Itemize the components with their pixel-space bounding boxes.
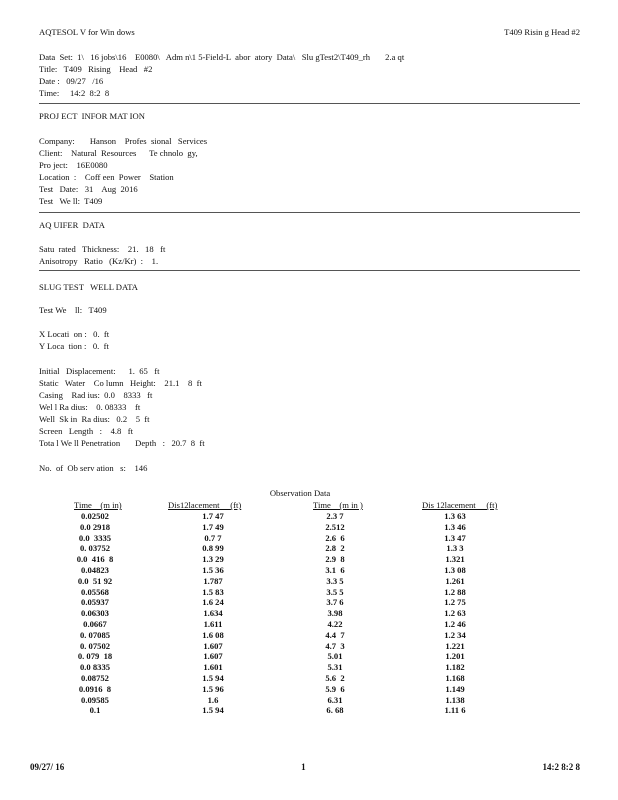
- app-title: AQTESOL V for Win dows: [39, 27, 135, 37]
- table-cell: 0. 07085: [79, 629, 111, 640]
- project-line: Test Date: 31 Aug 2016: [39, 184, 138, 194]
- table-cell: 2.8 2: [325, 543, 345, 554]
- table-cell: 1.11 6: [444, 705, 466, 716]
- table-cell: 1.3 46: [444, 521, 466, 532]
- table-cell: 3.1 6: [325, 564, 345, 575]
- col-header-disp-2: Dis 12lacement (ft): [422, 500, 498, 510]
- table-cell: 0. 07502: [79, 640, 111, 651]
- data-set-line: Data Set: 1\ 16 jobs\16 E0080\ Adm n\1 5-Field-L abor atory Data\ Slu gTest2\T409_rh 2.a qt: [39, 52, 405, 62]
- file-info: [39, 52, 404, 100]
- table-cell: 1.634: [203, 608, 223, 619]
- table-cell: 0.02502: [81, 511, 109, 521]
- param-line: Wel l Ra dius: 0. 08333 ft: [39, 402, 141, 412]
- table-cell: 1.6 24: [202, 597, 224, 608]
- project-line: Test We ll: T409: [39, 196, 103, 206]
- test-well-line: Test We ll: T409: [39, 305, 107, 315]
- param-line: Static Water Co lumn Height: 21.1 8 ft: [39, 378, 202, 388]
- project-line: Company: Hanson Profes sional Services: [39, 136, 208, 146]
- table-cell: 0.04823: [81, 564, 109, 575]
- table-cell: 0.05568: [81, 586, 109, 597]
- table-cell: 0.0 2918: [79, 521, 111, 532]
- table-cell: 1.3 08: [444, 564, 466, 575]
- col-header-disp-1: Dis12lacement (ft): [168, 500, 242, 510]
- time-line: Time: 14:2 8:2 8: [39, 88, 110, 98]
- table-cell: 1.221: [445, 640, 465, 651]
- table-cell: 1.5 83: [202, 586, 224, 597]
- table-cell: 0.0 8335: [79, 662, 111, 673]
- table-cell: 0.0916 8: [78, 683, 112, 694]
- table-cell: 4.7 3: [325, 640, 345, 651]
- table-cell: 1.611: [203, 618, 223, 629]
- aquifer-line: Anisotropy Ratio (Kz/Kr) : 1.: [39, 256, 159, 266]
- title-line: Title: T409 Rising Head #2: [39, 64, 153, 74]
- well-parameters: [39, 366, 205, 450]
- table-cell: 0.1: [89, 705, 101, 716]
- table-cell: 1.5 96: [202, 683, 224, 694]
- table-cell: 2.512: [325, 521, 345, 532]
- table-cell: 4.22: [327, 618, 343, 629]
- table-cell: 1.3 63: [444, 511, 466, 521]
- table-cell: 1.7 49: [202, 521, 224, 532]
- footer-date: 09/27/ 16: [30, 762, 65, 772]
- observation-count: No. of Ob serv ation s: 146: [39, 463, 148, 473]
- table-cell: 2.3 7: [326, 511, 344, 521]
- page-number: 1: [301, 762, 306, 772]
- col-header-time-1: Time (m in): [74, 500, 122, 510]
- table-cell: 0.05937: [81, 597, 109, 608]
- table-cell: 0. 03752: [79, 543, 111, 554]
- param-line: Casing Rad ius: 0.0 8333 ft: [39, 390, 153, 400]
- time-column-1: [60, 511, 130, 716]
- table-cell: 1.321: [445, 554, 465, 565]
- table-cell: 1.6: [207, 694, 219, 705]
- table-cell: 0.09585: [81, 694, 109, 705]
- time-column-2: [300, 511, 370, 716]
- table-cell: 0.06303: [81, 608, 109, 619]
- table-cell: 1.3 47: [444, 532, 466, 543]
- aquifer-info: [39, 244, 165, 268]
- project-line: Location : Coff een Power Station: [39, 172, 174, 182]
- table-cell: 1.2 75: [444, 597, 466, 608]
- table-cell: 0. 079 18: [77, 651, 113, 662]
- table-cell: 1.2 63: [444, 608, 466, 619]
- table-cell: 1.3 3: [446, 543, 464, 554]
- table-cell: 1.5 94: [202, 705, 224, 716]
- table-cell: 1.7 47: [202, 511, 224, 521]
- table-cell: 1.5 36: [202, 564, 224, 575]
- location-line: Y Loca tion : 0. ft: [39, 341, 109, 351]
- table-cell: 3.98: [327, 608, 343, 619]
- table-cell: 5.6 2: [325, 672, 345, 683]
- param-line: Well Sk in Ra dius: 0.2 5 ft: [39, 414, 150, 424]
- table-cell: 5.01: [327, 651, 343, 662]
- table-cell: 1.2 88: [444, 586, 466, 597]
- param-line: Initial Displacement: 1. 65 ft: [39, 366, 160, 376]
- param-line: Tota l We ll Penetration Depth : 20.7 8 ft: [39, 438, 205, 448]
- table-cell: 5.31: [327, 662, 343, 673]
- project-heading: PROJ ECT INFOR MAT ION: [39, 111, 145, 121]
- project-line: Client: Natural Resources Te chnolo gy,: [39, 148, 198, 158]
- table-cell: 1.149: [445, 683, 465, 694]
- table-cell: 1.138: [445, 694, 465, 705]
- location-line: X Locati on : 0. ft: [39, 329, 110, 339]
- table-cell: 1.2 34: [444, 629, 466, 640]
- table-cell: 1.607: [203, 651, 223, 662]
- page-header: [39, 27, 580, 37]
- table-cell: 0.8 99: [202, 543, 224, 554]
- table-cell: 1.5 94: [202, 672, 224, 683]
- table-cell: 0.0667: [83, 618, 107, 629]
- table-cell: 3.3 5: [326, 575, 344, 586]
- table-cell: 6. 68: [326, 705, 344, 716]
- table-cell: 4.4 7: [325, 629, 345, 640]
- table-cell: 1.2 46: [444, 618, 466, 629]
- table-cell: 0.0 3335: [78, 532, 112, 543]
- observation-title: Observation Data: [269, 488, 331, 498]
- well-location: [39, 329, 109, 353]
- divider: [39, 103, 580, 104]
- test-title: T409 Risin g Head #2: [504, 27, 580, 37]
- table-cell: 1.601: [203, 662, 223, 673]
- footer-time: 14:2 8:2 8: [542, 762, 580, 772]
- table-cell: 1.168: [445, 672, 465, 683]
- table-cell: 6.31: [327, 694, 343, 705]
- aquifer-line: Satu rated Thickness: 21. 18 ft: [39, 244, 166, 254]
- table-cell: 1.201: [445, 651, 465, 662]
- table-cell: 1.607: [203, 640, 223, 651]
- table-cell: 1.787: [203, 575, 223, 586]
- slug-heading: SLUG TEST WELL DATA: [39, 282, 139, 292]
- table-cell: 1.182: [445, 662, 465, 673]
- param-line: Screen Length : 4.8 ft: [39, 426, 134, 436]
- page-footer: [30, 762, 580, 773]
- table-cell: 1.261: [445, 575, 465, 586]
- project-info: [39, 136, 207, 208]
- table-cell: 0.7 7: [204, 532, 222, 543]
- displacement-column-1: [178, 511, 248, 716]
- displacement-column-2: [420, 511, 490, 716]
- table-cell: 1.3 29: [202, 554, 224, 565]
- table-cell: 0.08752: [81, 672, 109, 683]
- divider: [39, 212, 580, 213]
- aquifer-heading: AQ UIFER DATA: [39, 220, 105, 230]
- divider: [39, 270, 580, 271]
- table-cell: 5.9 6: [325, 683, 345, 694]
- col-header-time-2: Time (m in ): [313, 500, 363, 510]
- table-cell: 1.6 08: [202, 629, 224, 640]
- table-cell: 3.7 6: [326, 597, 344, 608]
- table-cell: 0.0 416 8: [76, 554, 114, 565]
- table-cell: 3.5 5: [326, 586, 344, 597]
- table-cell: 2.9 8: [325, 554, 345, 565]
- project-line: Pro ject: 16E0080: [39, 160, 108, 170]
- table-cell: 2.6 6: [325, 532, 345, 543]
- table-cell: 0.0 51 92: [77, 575, 113, 586]
- date-line: Date : 09/27 /16: [39, 76, 104, 86]
